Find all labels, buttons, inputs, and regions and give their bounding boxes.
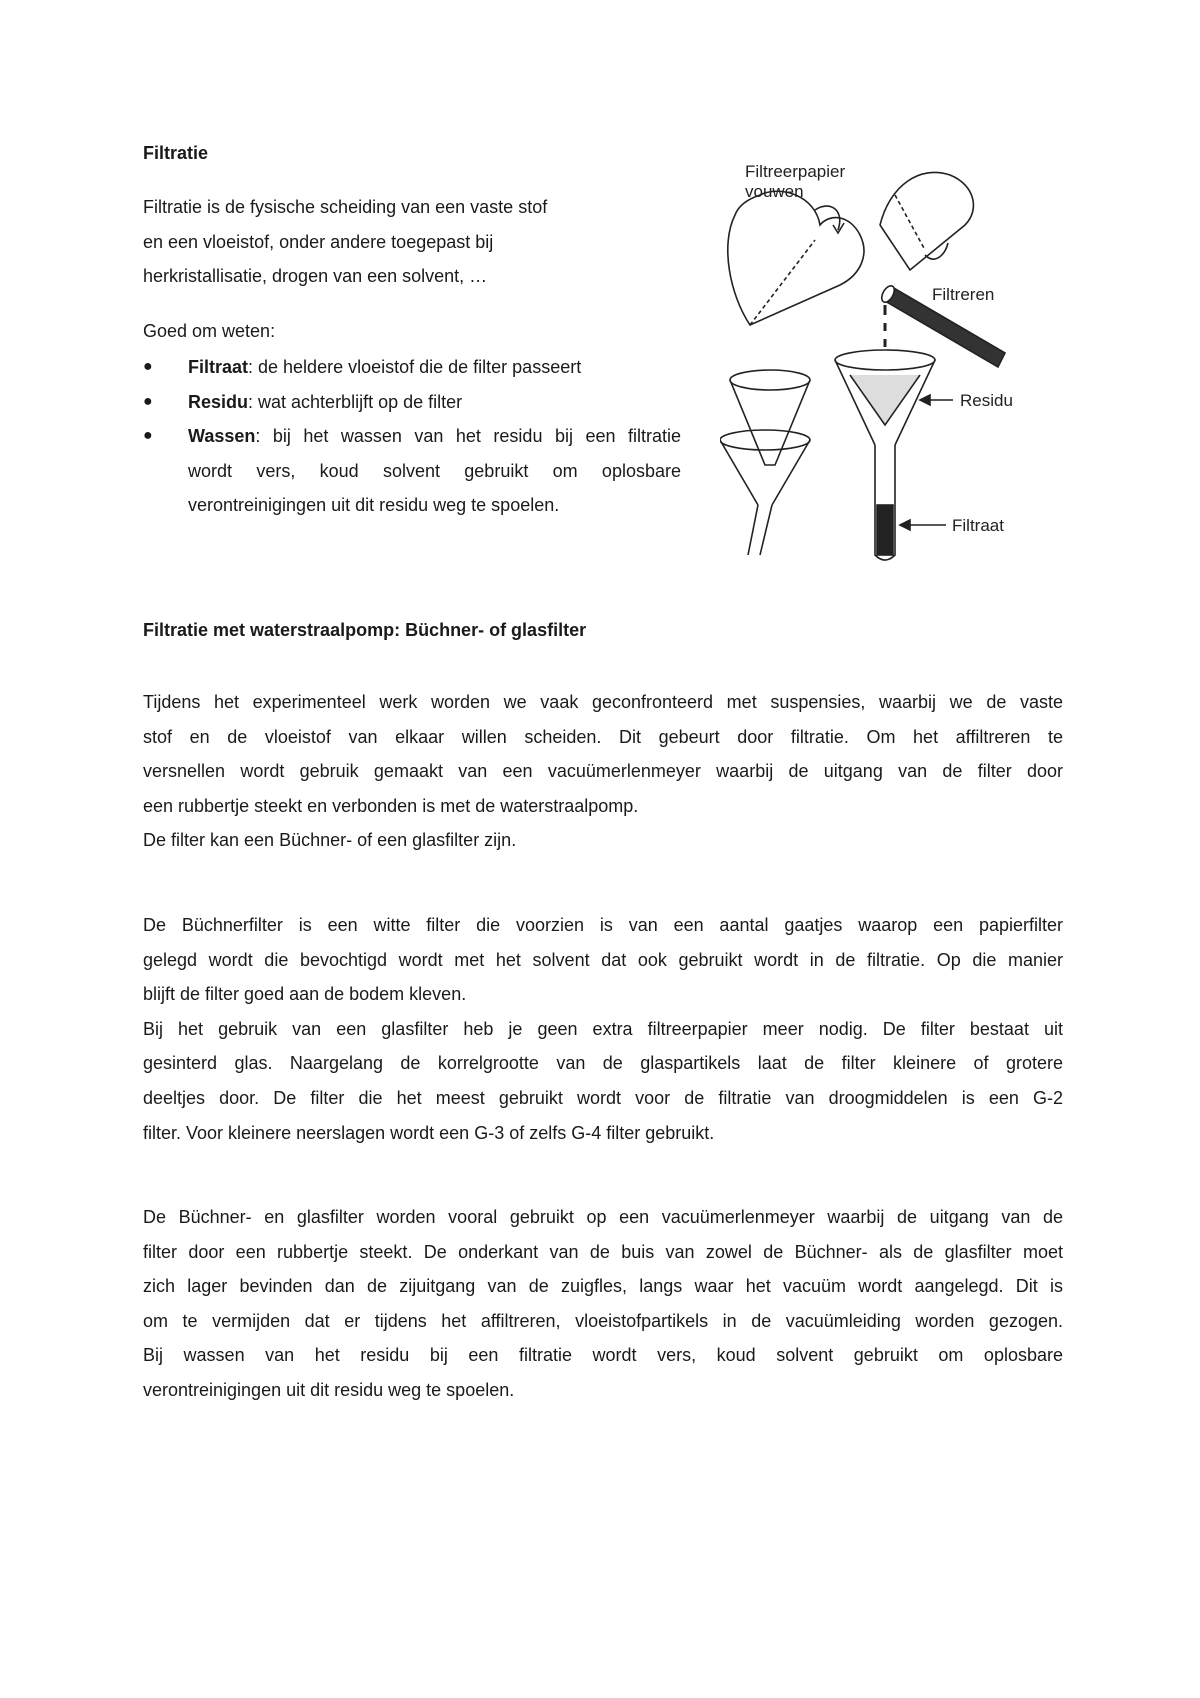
term-wassen: Wassen <box>188 426 256 447</box>
label-residu: Residu <box>960 391 1013 410</box>
bullet-icon: ● <box>143 392 153 410</box>
list-item-filtraat <box>143 350 681 385</box>
small-funnel-stem <box>748 505 772 555</box>
paragraph-line: zich lager bevinden dan de zijuitgang van de zuigfles, langs waar het vacuüm wordt aangelegd. Dit is <box>143 1276 1063 1297</box>
definition-residu: : wat achterblijft op de filter <box>248 391 463 412</box>
paragraph-line: blijft de filter goed aan de bodem kleven. <box>143 984 467 1005</box>
paragraph-line: De Büchnerfilter is een witte filter die voorzien is van een aantal gaatjes waarop een papierfilter <box>143 915 1063 935</box>
term-filtraat: Filtraat <box>188 357 249 377</box>
cone-fold-line <box>895 195 925 250</box>
section-title-waterstraalpomp: Filtratie met waterstraalpomp: Büchner- of glasfilter <box>143 620 587 640</box>
paragraph-4 <box>143 1200 1063 1408</box>
paragraph-line: Tijdens het experimenteel werk worden we vaak geconfronteerd met suspensies, waarbij we de vaste <box>143 692 1063 712</box>
small-funnel-cone <box>730 380 810 465</box>
paragraph-line: gesinterd glas. Naargelang de korrelgrootte van de glaspartikels laat de filter kleinere of grotere <box>143 1053 1063 1074</box>
paragraph-line: filter door een rubbertje steekt. De onderkant van de buis van zowel de Büchner- als de glasfilter moet <box>143 1241 1063 1262</box>
label-fold-line2: vouwen <box>745 182 804 201</box>
intro-line: en een vloeistof, onder andere toegepast bij <box>143 231 494 252</box>
list-item-wassen <box>143 419 681 523</box>
filtraat-arrowhead <box>900 520 910 530</box>
goed-om-weten-label: Goed om weten: <box>143 321 276 341</box>
paragraph-2 <box>143 908 1063 1150</box>
intro-paragraph <box>143 190 643 294</box>
paragraph-line: filter. Voor kleinere neerslagen wordt een G-3 of zelfs G-4 filter gebruikt. <box>143 1122 715 1143</box>
small-funnel-rim <box>730 370 810 390</box>
label-filtraat: Filtraat <box>952 516 1004 535</box>
wassen-line: verontreinigingen uit dit residu weg te spoelen. <box>188 495 560 516</box>
paragraph-line: De Büchner- en glasfilter worden vooral gebruikt op een vacuümerlenmeyer waarbij de uitgang van de <box>143 1207 1063 1227</box>
definition-filtraat: : de heldere vloeistof die de filter passeert <box>248 357 582 377</box>
paragraph-line: stof en de vloeistof van elkaar willen scheiden. Dit gebeurt door filtratie. Om het affiltreren te <box>143 726 1063 747</box>
label-fold-line1: Filtreerpapier <box>745 162 846 181</box>
small-funnel-bowl-rim <box>720 430 810 450</box>
cone-paper-shape <box>880 172 973 270</box>
cone-arrow <box>925 243 948 259</box>
residu-arrowhead <box>920 395 930 405</box>
wassen-line <box>188 419 681 454</box>
intro-line: Filtratie is de fysische scheiding van een vaste stof <box>143 197 548 217</box>
intro-line: herkristallisatie, drogen van een solvent, … <box>143 266 488 287</box>
label-filtreren: Filtreren <box>932 285 995 304</box>
filtration-figure <box>720 155 1090 585</box>
paragraph-line: gelegd wordt die bevochtigd wordt met het solvent dat ook gebruikt wordt in de filtratie. Op die manier <box>143 949 1063 970</box>
paragraph-line: deeltjes door. De filter die het meest gebruikt wordt voor de filtratie van droogmiddelen is een G-2 <box>143 1087 1063 1108</box>
paragraph-line: Bij het gebruik van een glasfilter heb je geen extra filtreerpapier meer nodig. De filter bestaat uit <box>143 1018 1063 1039</box>
paragraph-line: De filter kan een Büchner- of een glasfilter zijn. <box>143 830 517 851</box>
wassen-line: wordt vers, koud solvent gebruikt om oplosbare <box>188 460 681 481</box>
list-item-residu <box>143 385 681 420</box>
paragraph-line: om te vermijden dat er tijdens het affiltreren, vloeistofpartikels in de vacuümleiding worden gezogen. <box>143 1310 1063 1331</box>
bullet-icon: ● <box>143 427 153 445</box>
paragraph-1 <box>143 685 1063 858</box>
folded-paper-shape <box>728 191 864 325</box>
section-title-filtratie: Filtratie <box>143 143 209 163</box>
definition-wassen: : bij het wassen van het residu bij een filtratie <box>255 426 681 447</box>
fold-line <box>750 240 815 325</box>
paragraph-line: versnellen wordt gebruik gemaakt van een vacuümerlenmeyer waarbij de uitgang van de filter door <box>143 761 1063 782</box>
definition-list <box>143 350 681 523</box>
term-residu: Residu <box>188 391 249 412</box>
paragraph-line: verontreinigingen uit dit residu weg te spoelen. <box>143 1379 515 1400</box>
bullet-icon: ● <box>143 358 153 375</box>
funnel-rim <box>835 350 935 370</box>
paragraph-line: een rubbertje steekt en verbonden is met de waterstraalpomp. <box>143 795 639 816</box>
paragraph-line: Bij wassen van het residu bij een filtratie wordt vers, koud solvent gebruikt om oplosbare <box>143 1345 1063 1366</box>
filtrate-liquid <box>877 505 893 555</box>
residue-layer <box>850 375 920 425</box>
